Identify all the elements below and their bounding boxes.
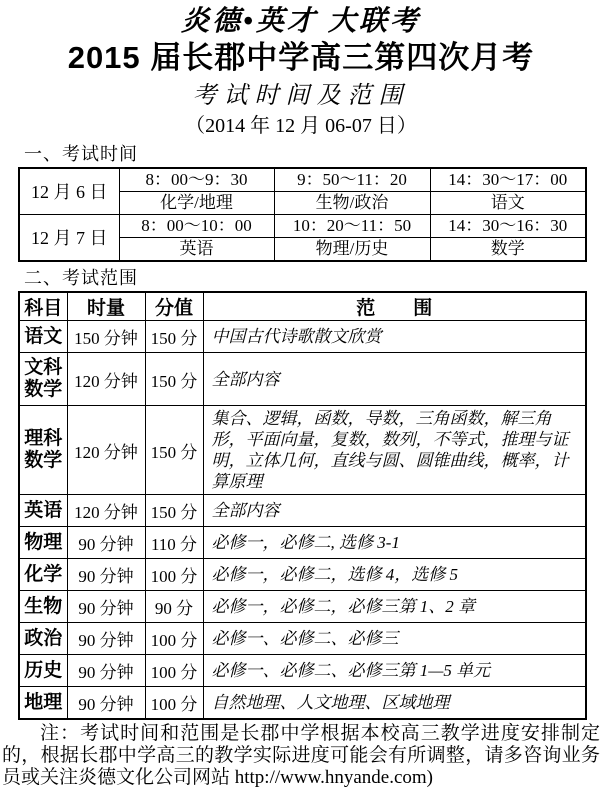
subject-cell: 语文	[19, 321, 67, 353]
header-row	[19, 292, 586, 321]
score-cell: 90 分	[145, 591, 203, 623]
date-cell: 12 月 6 日	[19, 168, 119, 215]
table-row	[19, 591, 586, 623]
subject-cell: 文科数学	[19, 353, 67, 406]
table-row	[19, 215, 586, 238]
subjects-cell: 英语	[119, 238, 274, 262]
duration-cell: 90 分钟	[67, 591, 145, 623]
table-row	[19, 655, 586, 687]
time-cell: 10：20～11：50	[274, 215, 430, 238]
subject-cell: 生物	[19, 591, 67, 623]
subject-cell: 物理	[19, 527, 67, 559]
table-row	[19, 495, 586, 527]
date-cell: 12 月 7 日	[19, 215, 119, 262]
score-cell: 150 分	[145, 495, 203, 527]
score-cell: 100 分	[145, 655, 203, 687]
score-cell: 150 分	[145, 321, 203, 353]
scope-cell: 中国古代诗歌散文欣赏	[203, 321, 586, 353]
time-cell: 8：00～9：30	[119, 168, 274, 192]
subjects-cell: 语文	[430, 192, 586, 215]
table-row	[19, 623, 586, 655]
duration-cell: 90 分钟	[67, 527, 145, 559]
page-title: 2015 届长郡中学高三第四次月考	[67, 40, 535, 75]
score-cell: 100 分	[145, 687, 203, 720]
date-range: （2014 年 12 月 06-07 日）	[185, 115, 417, 137]
duration-cell: 120 分钟	[67, 353, 145, 406]
duration-cell: 150 分钟	[67, 321, 145, 353]
subject-cell: 理科数学	[19, 406, 67, 495]
table-row	[19, 321, 586, 353]
scope-cell: 全部内容	[203, 495, 586, 527]
table-row	[19, 687, 586, 720]
time-cell: 14：30～16：30	[430, 215, 586, 238]
subject-cell: 历史	[19, 655, 67, 687]
table-row	[19, 168, 586, 192]
score-cell: 150 分	[145, 353, 203, 406]
table-row	[19, 353, 586, 406]
subjects-cell: 化学/地理	[119, 192, 274, 215]
subjects-cell: 物理/历史	[274, 238, 430, 262]
score-cell: 100 分	[145, 623, 203, 655]
scope-cell: 必修一、必修二、必修三第 1—5 单元	[203, 655, 586, 687]
scope-cell: 全部内容	[203, 353, 586, 406]
score-cell: 100 分	[145, 559, 203, 591]
scope-cell: 必修一，必修二, 选修 3-1	[203, 527, 586, 559]
duration-cell: 90 分钟	[67, 655, 145, 687]
duration-cell: 120 分钟	[67, 495, 145, 527]
header-cell-subject: 科目	[19, 292, 67, 321]
scope-cell: 自然地理、人文地理、区域地理	[203, 687, 586, 720]
subject-cell: 英语	[19, 495, 67, 527]
time-cell: 14：30～17：00	[430, 168, 586, 192]
subtitle: 考试时间及范围	[192, 83, 410, 109]
duration-cell: 90 分钟	[67, 559, 145, 591]
time-cell: 8：00～10：00	[119, 215, 274, 238]
section-1-heading: 一、考试时间	[24, 144, 138, 164]
table-row	[19, 559, 586, 591]
scope-cell: 必修一，必修二，必修三第 1、2 章	[203, 591, 586, 623]
subjects-cell: 数学	[430, 238, 586, 262]
duration-cell: 90 分钟	[67, 623, 145, 655]
subject-cell: 政治	[19, 623, 67, 655]
scope-cell: 必修一，必修二，选修 4，选修 5	[203, 559, 586, 591]
score-cell: 110 分	[145, 527, 203, 559]
header-cell-duration: 时量	[67, 292, 145, 321]
score-cell: 150 分	[145, 406, 203, 495]
time-cell: 9：50～11：20	[274, 168, 430, 192]
subjects-cell: 生物/政治	[274, 192, 430, 215]
scope-cell: 必修一、必修二、必修三	[203, 623, 586, 655]
table-row	[19, 527, 586, 559]
duration-cell: 120 分钟	[67, 406, 145, 495]
table-row	[19, 406, 586, 495]
exam-scope-table	[18, 291, 587, 720]
header-cell-scope: 范 围	[203, 292, 586, 321]
brand-title: 炎德•英才 大联考	[181, 6, 421, 37]
duration-cell: 90 分钟	[67, 687, 145, 720]
exam-time-table	[18, 167, 587, 262]
header-cell-score: 分值	[145, 292, 203, 321]
subject-cell: 化学	[19, 559, 67, 591]
subject-cell: 地理	[19, 687, 67, 720]
scope-cell: 集合、逻辑，函数，导数，三角函数，解三角形，平面向量，复数，数列，不等式，推理与证明，立体几何，直线与圆、圆锥曲线，概率，计算原理	[203, 406, 586, 495]
section-2-heading: 二、考试范围	[24, 268, 138, 288]
footnote: 注：考试时间和范围是长郡中学根据本校高三教学进度安排制定的，根据长郡中学高三的教学实际进度可能会有所调整，请多咨询业务员或关注炎德文化公司网站 http://www.hnyande.com)	[2, 723, 600, 788]
